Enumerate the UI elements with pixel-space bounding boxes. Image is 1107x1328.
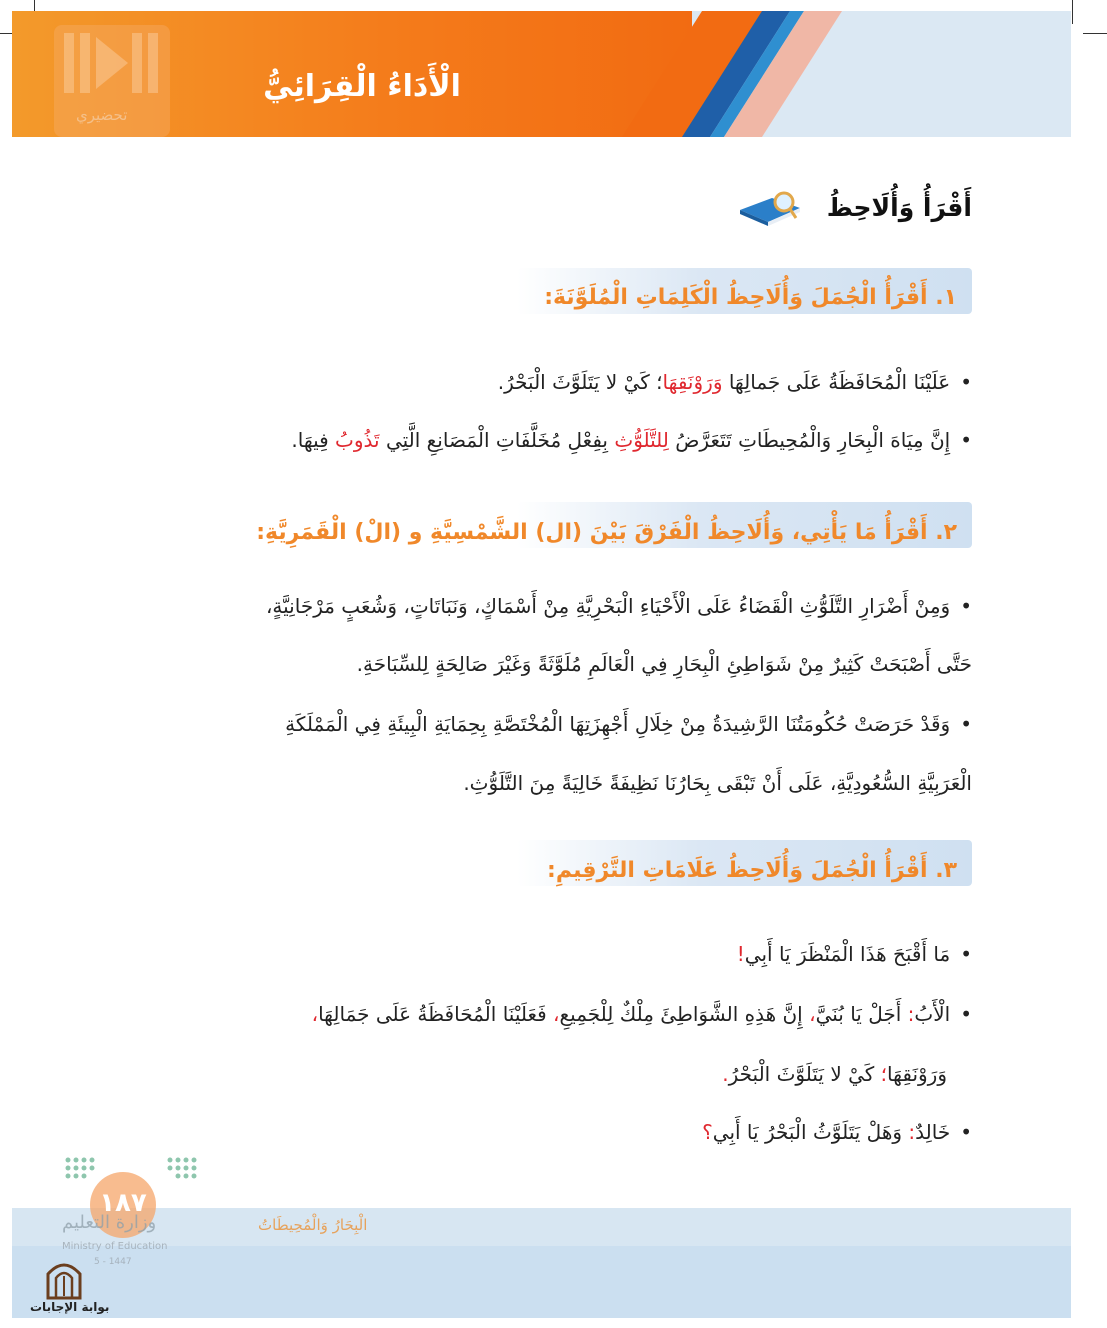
- book-magnifier-icon: [738, 188, 804, 228]
- ministry-name-english: Ministry of Education: [62, 1241, 168, 1252]
- bullet: •: [960, 942, 972, 966]
- portal-logo-icon: [44, 1256, 84, 1300]
- part1-heading: ١. أَقْرَأُ الْجُمَلَ وَأُلَاحِظُ الْكَلِمَاتِ الْمُلَوَّنَةَ:: [544, 285, 957, 310]
- part2-paragraph-2-line-1: •وَقَدْ حَرَصَتْ حُكُومَتُنَا الرَّشِيدَةُ مِنْ خِلَالِ أَجْهِزَتِهَا الْمُخْتَصَّةِ بِحِمَايَةِ الْبِيئَةِ فِي الْمَمْلَكَةِ: [285, 712, 972, 736]
- footer-band-lower: [12, 1246, 1071, 1318]
- header-stripes: [612, 11, 1071, 137]
- watermark-text: تحضيري: [76, 106, 128, 124]
- section-title: أَقْرَأُ وَأُلَاحِظُ: [826, 193, 972, 222]
- portal-label: بوابة الإجابات: [30, 1300, 110, 1314]
- part2-heading: ٢. أَقْرَأُ مَا يَأْتِي، وَأُلَاحِظُ الْفَرْقَ بَيْنَ (ال) الشَّمْسِيَّةِ و (الْ) الْقَمَرِيَّةِ:: [256, 520, 957, 545]
- crop-mark: [1072, 0, 1073, 24]
- chapter-title: الْبِحَارُ وَالْمُحِيطَاتُ: [258, 1216, 368, 1234]
- part1-sentence-2: •إِنَّ مِيَاهَ الْبِحَارِ وَالْمُحِيطَاتِ تَتَعَرَّضُ لِلتَّلَوُّثِ بِفِعْلِ مُخَلَّفَاتِ الْمَصَانِعِ الَّتِي تَذُوبُ فِيهَا.: [291, 428, 972, 452]
- bullet: •: [960, 428, 972, 452]
- part3-dialogue-1: •مَا أَقْبَحَ هَذَا الْمَنْظَرَ يَا أَبِي!: [736, 942, 972, 966]
- part1-sentence-1: •عَلَيْنَا الْمُحَافَظَةُ عَلَى جَمالِهَا وَرَوْنَقِهَا؛ كَيْ لا يَتَلَوَّثَ الْبَحْرُ.: [497, 370, 972, 394]
- ministry-year: 5 - 1447: [94, 1257, 132, 1267]
- ministry-name-arabic: وزارة التعليم: [62, 1212, 157, 1233]
- part2-paragraph-1-line-1: •وَمِنْ أَضْرَارِ التَّلَوُّثِ الْقَضَاءُ عَلَى الْأَحْيَاءِ الْبَحْرِيَّةِ مِنْ أَسْمَاكٍ، وَنَبَاتَاتٍ، وَشُعَبٍ مَرْجَانِيَّةٍ،: [265, 594, 972, 618]
- part3-heading: ٣. أَقْرَأُ الْجُمَلَ وَأُلَاحِظُ عَلَامَاتِ التَّرْقِيمِ:: [547, 858, 957, 883]
- page-number: ١٨٧: [99, 1188, 147, 1218]
- part3-dialogue-2-line-2: وَرَوْنَقِهَا؛ كَيْ لا يَتَلَوَّثَ الْبَحْرُ.: [722, 1062, 947, 1086]
- page-title: الْأَدَاءُ الْقِرَائِيُّ: [263, 69, 461, 104]
- part2-paragraph-2-line-2: الْعَرَبِيَّةِ السُّعُودِيَّةِ، عَلَى أَنْ تَبْقَى بِحَارُنَا نَظِيفَةً خَالِيَةً مِنَ التَّلَوُّثِ.: [463, 771, 972, 795]
- part2-paragraph-1-line-2: حَتَّى أَصْبَحَتْ كَثِيرٌ مِنْ شَوَاطِئِ الْبِحَارِ فِي الْعَالَمِ مُلَوَّثَةً وَغَيْرَ صَالِحَةٍ لِلسِّبَاحَةِ.: [356, 652, 972, 676]
- bullet: •: [960, 370, 972, 394]
- page-header: [12, 11, 1071, 137]
- bullet: •: [960, 1120, 972, 1144]
- part3-dialogue-3: •خَالِدٌ: وَهَلْ يَتَلَوَّثُ الْبَحْرُ يَا أَبِي؟: [702, 1120, 972, 1144]
- bullet: •: [960, 712, 972, 736]
- bullet: •: [960, 1002, 972, 1026]
- part3-dialogue-2-line-1: •الْأَبُ: أَجَلْ يَا بُنَيَّ، إِنَّ هَذِهِ الشَّوَاطِئَ مِلْكٌ لِلْجَمِيعِ، فَعَلَيْنَا الْمُحَافَظَةُ عَلَى جَمَالِهَا،: [311, 1002, 972, 1026]
- crop-mark: [1083, 33, 1107, 34]
- bullet: •: [960, 594, 972, 618]
